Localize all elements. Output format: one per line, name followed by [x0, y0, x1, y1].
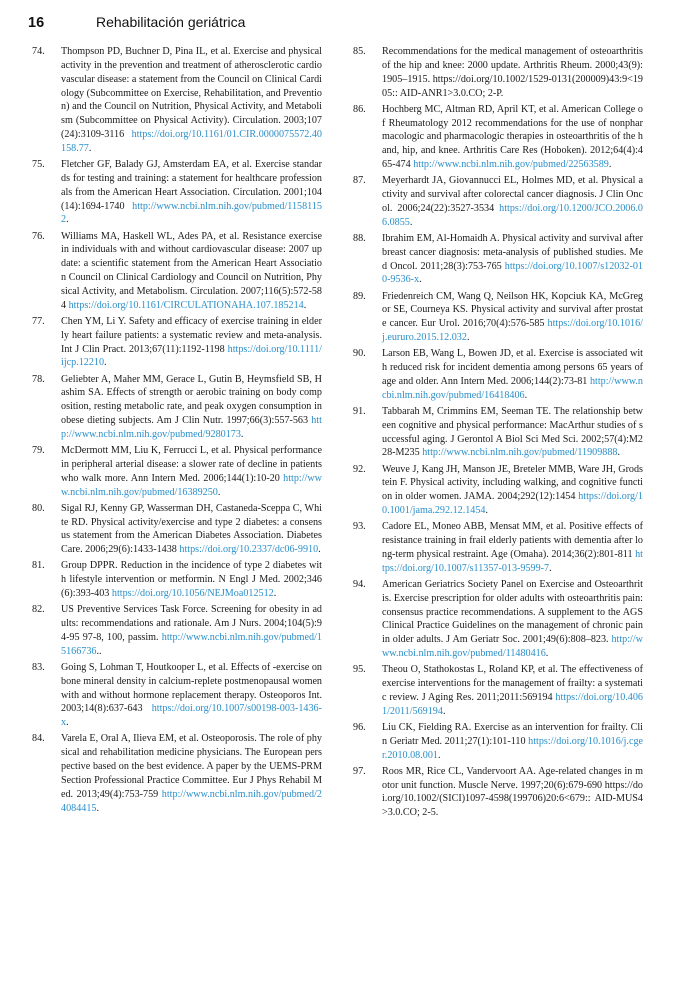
reference-number: 88.	[353, 232, 366, 244]
reference-link[interactable]: http://www.ncbi.nlm.nih.gov/pubmed/16389250	[61, 472, 322, 498]
reference-number: 94.	[353, 578, 366, 590]
reference-tail: .	[409, 216, 413, 228]
reference-body	[61, 662, 322, 728]
page-header	[28, 14, 245, 34]
reference-body	[61, 231, 322, 311]
reference-text: American Geriatrics Society Panel on Exercise and Osteoarthritis. Exercise prescription for older adults with osteoarthritis pain: consensus practice recommendations. A supplement to the AGS Clinical Practice Guidelines on the management of chronic pain in older adults. J Am Geriatr Soc. 2001;49(6):808–823.	[382, 578, 643, 646]
reference-text: Cadore EL, Moneo ABB, Mensat MM, et al. Positive effects of resistance training in frail elderly patients with dementia after long-term physical restraint. Age (Omaha). 2014;36(2):801-811	[382, 521, 643, 560]
reference-item	[353, 290, 643, 345]
reference-number: 83.	[32, 661, 45, 673]
reference-item	[32, 603, 322, 658]
reference-body	[382, 348, 643, 401]
reference-link[interactable]: http://www.ncbi.nlm.nih.gov/pubmed/11480416	[382, 634, 643, 660]
reference-tail: .	[524, 389, 528, 401]
reference-link[interactable]: http://www.ncbi.nlm.nih.gov/pubmed/11581152	[61, 200, 322, 226]
reference-item	[353, 405, 643, 460]
reference-text: Liu CK, Fielding RA. Exercise as an intervention for frailty. Clin Geriatr Med. 2011;27(1):101-110	[382, 721, 643, 747]
reference-body	[61, 46, 322, 154]
reference-number: 90.	[353, 348, 366, 360]
reference-tail: .	[437, 749, 441, 761]
reference-item	[353, 721, 643, 763]
reference-link[interactable]: https://doi.org/10.1007/s12032-010-9536-x	[382, 260, 643, 286]
reference-number: 77.	[32, 315, 45, 327]
reference-link[interactable]: https://doi.org/10.1161/01.CIR.0000075572.40158.77	[61, 129, 322, 154]
reference-item	[32, 559, 322, 601]
reference-link[interactable]: http://www.ncbi.nlm.nih.gov/pubmed/9280173	[61, 415, 322, 440]
reference-body	[382, 175, 643, 228]
reference-body	[61, 374, 322, 440]
reference-column-left	[32, 45, 322, 818]
reference-body	[61, 503, 322, 556]
reference-text: Roos MR, Rice CL, Vandervoort AA. Age-related changes in motor unit function. Muscle Nerve. 1997;20(6):679-690 https://doi.org/10.1002/(SICI)1097-4598(199706)20:6<679:: AID-MUS4>3.0.CO; 2-5.	[382, 765, 643, 819]
reference-item	[353, 103, 643, 172]
reference-item	[32, 444, 322, 499]
reference-number: 91.	[353, 405, 366, 417]
reference-text: Chen YM, Li Y. Safety and efficacy of exercise training in elderly heart failure patients: a systematic review and meta-analysis. Int J Clin Pract. 2013;67(11):1192-1198	[61, 315, 322, 355]
reference-text: Larson EB, Wang L, Bowen JD, et al. Exercise is associated with reduced risk for incident dementia among persons 65 years of age and older. Ann Intern Med. 2006;144(2):73-81	[382, 348, 643, 387]
running-title: Rehabilitación geriátrica	[96, 14, 246, 30]
reference-tail: .	[217, 486, 221, 498]
reference-item	[353, 463, 643, 518]
reference-text: Fletcher GF, Balady GJ, Amsterdam EA, et al. Exercise standards for testing and training: a statement for healthcare professionals from the American Heart Association. Circulation. 2001;104(14):1694-1740	[61, 159, 322, 212]
reference-text: Meyerhardt JA, Giovannucci EL, Holmes MD, et al. Physical activity and survival after colorectal cancer diagnosis. J Clin Oncol. 2006;24(22):3527-3534	[382, 175, 643, 214]
reference-link[interactable]: http://www.ncbi.nlm.nih.gov/pubmed/22563589	[413, 159, 609, 171]
reference-body	[382, 664, 643, 717]
reference-text: Varela E, Oral A, Ilieva EM, et al. Osteoporosis. The role of physical and rehabilitation medicine physicians. The European perspective based on the best evidence. A paper by the UEMS-PRM Section Professional Practice Committee. Eur J Phys Rehabil Med. 2013;49(4):753-759	[61, 733, 322, 800]
reference-number: 89.	[353, 290, 366, 302]
reference-text: Williams MA, Haskell WL, Ades PA, et al. Resistance exercise in individuals with and without cardiovascular disease: 2007 update: a scientific statement from the American Heart Association Council on Clinical Cardiology and Council on Nutrition, Physical Activity, and Metabolism. Circulation. 2007;116(5):572-584	[61, 230, 322, 311]
reference-tail: .	[104, 357, 107, 369]
reference-tail: .	[88, 142, 92, 154]
reference-body	[382, 104, 643, 170]
reference-body	[382, 464, 643, 517]
reference-tail: .	[318, 544, 321, 556]
reference-item	[32, 158, 322, 227]
reference-number: 79.	[32, 445, 45, 457]
reference-link[interactable]: https://doi.org/10.1001/jama.292.12.1454	[382, 491, 643, 517]
reference-text: Tabbarah M, Crimmins EM, Seeman TE. The relationship between cognitive and physical performance: MacArthur studies of successful aging. J Gerontol A Biol Sci Med Sci. 2002;57(4):M228-M235	[382, 405, 643, 459]
reference-item	[353, 45, 643, 100]
reference-number: 78.	[32, 373, 45, 385]
reference-body	[382, 722, 643, 761]
reference-link[interactable]: http://www.ncbi.nlm.nih.gov/pubmed/16418406	[382, 375, 643, 401]
reference-tail: .	[96, 802, 99, 814]
reference-text: Going S, Lohman T, Houtkooper L, et al. Effects of -exercise on bone mineral density in calcium-replete postmenopausal women with and without hormone replacement therapy. Osteoporos Int. 2003;14(8):637-643	[61, 661, 322, 715]
reference-link[interactable]: https://doi.org/10.1111/ijcp.12210	[61, 343, 322, 369]
reference-tail: .	[273, 588, 277, 600]
reference-body	[382, 233, 643, 286]
reference-item	[353, 520, 643, 575]
reference-tail: .	[485, 505, 489, 517]
reference-number: 82.	[32, 604, 45, 616]
reference-number: 76.	[32, 230, 45, 242]
reference-tail: .	[466, 332, 470, 344]
reference-number: 80.	[32, 502, 45, 514]
reference-number: 86.	[353, 103, 366, 115]
reference-text: Thompson PD, Buchner D, Pina IL, et al. Exercise and physical activity in the prevention and treatment of atherosclerotic cardiovascular disease: a statement from the Council on Clinical Cardiology (Subcommittee on Exercise, Rehabilitation, and Prevention) and the Council on Nutrition, Physical Activity, and Metabolism (Subcommittee on Physical Activity). Circulation. 2003;107(24):3109-3116	[61, 46, 322, 141]
reference-number: 93.	[353, 521, 366, 533]
reference-link[interactable]: http://www.ncbi.nlm.nih.gov/pubmed/24084415	[61, 788, 322, 814]
reference-item	[32, 373, 322, 442]
reference-item	[32, 230, 322, 313]
reference-body	[382, 46, 643, 99]
reference-body	[382, 406, 643, 459]
reference-tail: .	[617, 447, 621, 459]
reference-item	[32, 661, 322, 730]
reference-text: Recommendations for the medical management of osteoarthritis of the hip and knee: 2000 update. Arthritis Rheum. 2000;43(9):1905–1915. https://doi.org/10.1002/1529-0131(200009)43:9<1905:: AID-ANR1>3.0.CO; 2-P.	[382, 46, 643, 99]
reference-item	[32, 315, 322, 370]
reference-text: Group DPPR. Reduction in the incidence of type 2 diabetes with lifestyle intervention or metformin. N Engl J Med. 2002;346(6):393-403	[61, 560, 322, 600]
reference-item	[32, 502, 322, 557]
reference-number: 84.	[32, 733, 45, 745]
reference-item	[32, 45, 322, 156]
reference-number: 74.	[32, 46, 45, 57]
reference-tail: .	[66, 717, 69, 729]
reference-text: Theou O, Stathokostas L, Roland KP, et al. The effectiveness of exercise interventions for the management of frailty: a systematic review. J Aging Res. 2011;2011:569194	[382, 664, 643, 703]
reference-body	[382, 579, 643, 659]
reference-text: McDermott MM, Liu K, Ferrucci L, et al. Physical performance in peripheral arterial disease: a slower rate of decline in patients who walk more. Ann Intern Med. 2006;144(1):10-20	[61, 445, 322, 484]
reference-number: 96.	[353, 721, 366, 733]
reference-item	[353, 578, 643, 661]
reference-number: 85.	[353, 46, 366, 57]
reference-tail: .	[419, 274, 422, 286]
reference-item	[353, 232, 643, 287]
reference-text: Geliebter A, Maher MM, Gerace L, Gutin B, Heymsfield SB, Hashim SA. Effects of strength or aerobic training on body composition, resting metabolic rate, and peak oxygen consumption in obese dieting subjects. Am J Clin Nutr. 1997;66(3):557-563	[61, 373, 322, 427]
reference-tail: .	[549, 562, 552, 574]
reference-item	[353, 663, 643, 718]
reference-body	[61, 159, 322, 225]
reference-item	[353, 174, 643, 229]
reference-number: 97.	[353, 765, 366, 777]
reference-link[interactable]: https://doi.org/10.1016/j.cger.2010.08.001	[382, 735, 643, 761]
reference-link[interactable]: https://doi.org/10.1007/s11357-013-9599-7	[382, 548, 643, 574]
reference-body	[61, 445, 322, 498]
reference-tail: .	[303, 299, 307, 311]
reference-item	[32, 732, 322, 815]
reference-tail: .	[66, 214, 69, 226]
reference-body	[382, 766, 643, 819]
reference-link[interactable]: https://doi.org/10.1007/s00198-003-1436-x	[61, 703, 322, 729]
reference-link[interactable]: https://doi.org/10.4061/2011/569194	[382, 691, 643, 717]
reference-body	[61, 733, 322, 813]
reference-link[interactable]: http://www.ncbi.nlm.nih.gov/pubmed/11909888	[422, 447, 618, 459]
reference-number: 92.	[353, 463, 366, 475]
reference-tail: .	[608, 159, 612, 171]
reference-text: US Preventive Services Task Force. Screening for obesity in adults: recommendations and rationale. Am J Nurs. 2004;104(5):94-95 97-8, 100, passim.	[61, 604, 322, 643]
reference-text: Hochberg MC, Altman RD, April KT, et al. American College of Rheumatology 2012 recommendations for the use of nonpharmacologic and pharmacologic therapies in osteoarthritis of the hand, hip, and knee. Arthritis Care Res (Hoboken). 2012;64(4):465-474	[382, 103, 643, 171]
reference-item	[353, 765, 643, 820]
reference-number: 75.	[32, 159, 45, 171]
reference-body	[61, 560, 322, 599]
reference-link[interactable]: http://www.ncbi.nlm.nih.gov/pubmed/15166736	[61, 631, 322, 657]
reference-link[interactable]: https://doi.org/10.1161/CIRCULATIONAHA.107.185214	[68, 299, 304, 311]
reference-item	[353, 347, 643, 402]
reference-link[interactable]: https://doi.org/10.1016/j.eururo.2015.12.032	[382, 318, 643, 344]
reference-body	[382, 291, 643, 344]
reference-body	[61, 604, 322, 657]
reference-number: 95.	[353, 664, 366, 676]
reference-text: Ibrahim EM, Al-Homaidh A. Physical activity and survival after breast cancer diagnosis: meta-analysis of published studies. Med Oncol. 2011;28(3):753-765	[382, 232, 643, 272]
reference-tail: ..	[96, 645, 102, 657]
reference-link[interactable]: https://doi.org/10.1056/NEJMoa012512	[111, 588, 274, 600]
reference-link[interactable]: https://doi.org/10.2337/dc06-9910	[179, 544, 319, 556]
reference-body	[382, 521, 643, 574]
reference-column-right	[353, 45, 643, 822]
page-number: 16	[28, 15, 45, 31]
reference-link[interactable]: https://doi.org/10.1200/JCO.2006.06.0855	[382, 202, 643, 228]
reference-tail: .	[442, 705, 446, 717]
reference-tail: .	[240, 428, 244, 440]
reference-number: 87.	[353, 175, 366, 187]
reference-tail: .	[545, 648, 549, 660]
reference-text: Weuve J, Kang JH, Manson JE, Breteler MMB, Ware JH, Grodstein F. Physical activity, including walking, and cognitive function in older women. JAMA. 2004;292(12):1454	[382, 463, 643, 503]
reference-number: 81.	[32, 560, 45, 572]
reference-body	[61, 316, 322, 369]
reference-text: Sigal RJ, Kenny GP, Wasserman DH, Castaneda-Sceppa C, White RD. Physical activity/exercise and type 2 diabetes: a consensus statement from the American Diabetes Association. Diabetes Care. 2006;29(6):1433-1438	[61, 502, 322, 556]
reference-text: Friedenreich CM, Wang Q, Neilson HK, Kopciuk KA, McGregor SE, Courneya KS. Physical activity and survival after prostate cancer. Eur Urol. 2016;70(4):576-585	[382, 290, 643, 330]
